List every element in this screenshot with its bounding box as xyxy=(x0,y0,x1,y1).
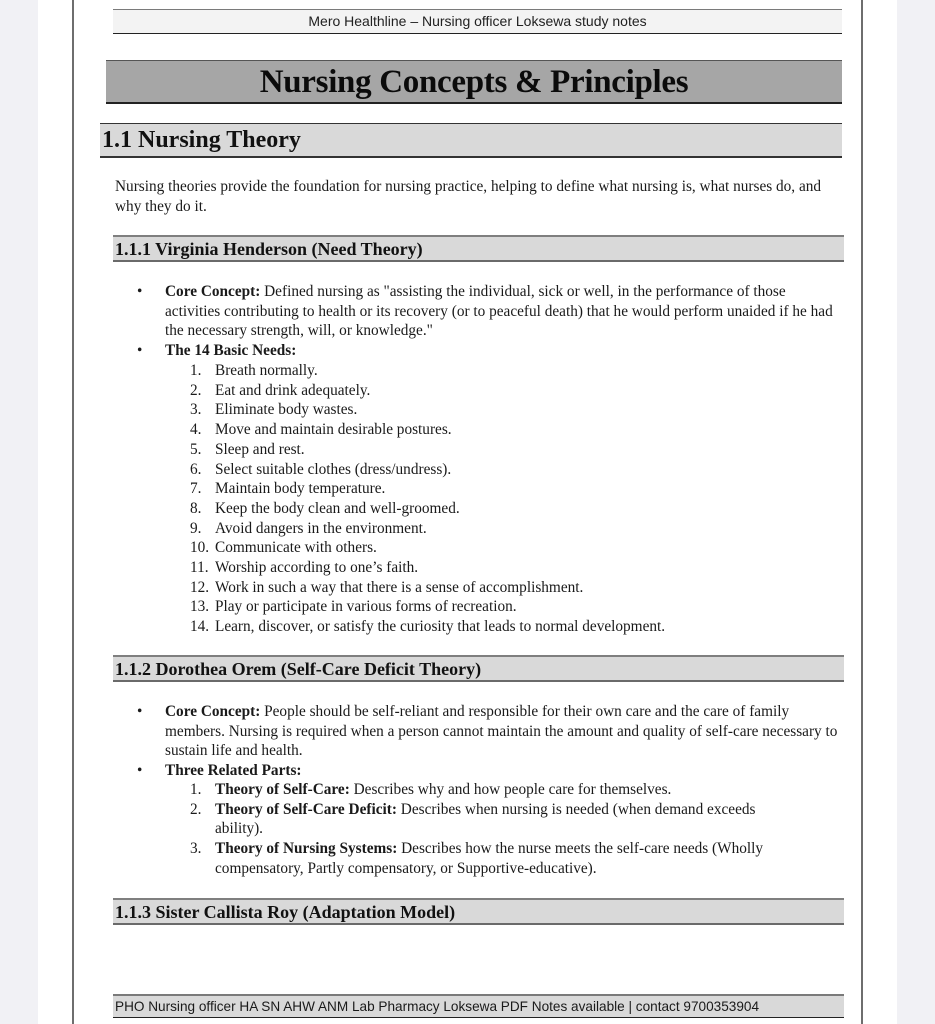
list-number: 14. xyxy=(190,618,210,636)
orem-parts-list xyxy=(190,780,790,879)
part-label: Theory of Nursing Systems: xyxy=(215,840,398,858)
running-header: Mero Healthline – Nursing officer Loksewa study notes xyxy=(113,9,842,34)
core-concept-label: Core Concept: xyxy=(165,283,261,300)
list-item xyxy=(190,381,840,401)
page-footer: PHO Nursing officer HA SN AHW ANM Lab Pharmacy Loksewa PDF Notes available | contact 9700353904 xyxy=(113,994,844,1018)
core-concept-text: Defined nursing as "assisting the individual, sick or well, in the performance of those activities contributing to health or its recovery (or to peaceful death) that he would perform unaided if he had the necessary strength, will, or knowledge." xyxy=(165,283,833,340)
part-text: Describes why and how people care for themselves. xyxy=(349,781,672,798)
section-heading-nursing-theory: 1.1 Nursing Theory xyxy=(100,123,842,158)
list-item xyxy=(190,440,840,460)
list-number: 9. xyxy=(190,519,202,537)
list-text: Keep the body clean and well-groomed. xyxy=(215,499,460,517)
list-text: Learn, discover, or satisfy the curiosity that leads to normal development. xyxy=(215,618,666,636)
list-number: 2. xyxy=(190,381,202,399)
bullet-icon: • xyxy=(137,703,143,720)
orem-parts-heading xyxy=(137,761,842,781)
list-number: 1. xyxy=(190,781,202,798)
subsection-heading-henderson: 1.1.1 Virginia Henderson (Need Theory) xyxy=(113,235,844,262)
page-right-edge xyxy=(861,0,863,1024)
list-number: 11. xyxy=(190,559,209,577)
list-item xyxy=(190,578,840,598)
orem-core-concept xyxy=(137,702,842,761)
list-number: 1. xyxy=(190,362,202,379)
parts-label: Three Related Parts: xyxy=(165,762,302,779)
part-label: Theory of Self-Care Deficit: xyxy=(215,800,397,818)
list-item xyxy=(190,617,840,637)
list-item xyxy=(190,420,840,440)
list-item xyxy=(190,361,840,381)
list-text: Move and maintain desirable postures. xyxy=(215,421,452,439)
list-text: Play or participate in various forms of recreation. xyxy=(215,598,517,616)
bullet-icon: • xyxy=(137,342,143,359)
list-number: 13. xyxy=(190,598,210,616)
list-text: Breath normally. xyxy=(215,362,318,379)
list-text: Communicate with others. xyxy=(215,539,377,557)
subsection-heading-roy: 1.1.3 Sister Callista Roy (Adaptation Model) xyxy=(113,898,844,925)
list-item xyxy=(190,597,840,617)
henderson-needs-heading xyxy=(137,341,842,361)
list-text: Work in such a way that there is a sense of accomplishment. xyxy=(215,578,584,596)
list-number: 5. xyxy=(190,440,202,458)
henderson-needs-list xyxy=(190,361,840,637)
list-item xyxy=(190,538,840,558)
part-text: Describes how the nurse meets the self-care needs (Wholly compensatory, Partly compensatory, or Supportive-educative). xyxy=(215,840,764,877)
list-number: 8. xyxy=(190,499,202,517)
list-item xyxy=(190,400,840,420)
core-concept-text: People should be self-reliant and responsible for their own care and the care of family members. Nursing is required when a person cannot maintain the amount and quality of self-care necessary to sustain life and health. xyxy=(165,703,838,760)
list-number: 10. xyxy=(190,539,210,557)
list-number: 7. xyxy=(190,480,202,498)
list-text: Eliminate body wastes. xyxy=(215,401,358,419)
list-text: Worship according to one’s faith. xyxy=(215,559,419,577)
list-number: 3. xyxy=(190,401,202,419)
bullet-icon: • xyxy=(137,283,143,300)
part-text: Describes when nursing is needed (when demand exceeds ability). xyxy=(215,800,756,838)
core-concept-label: Core Concept: xyxy=(165,703,261,720)
list-item xyxy=(190,460,840,480)
henderson-core-concept xyxy=(137,282,842,341)
section-intro: Nursing theories provide the foundation for nursing practice, helping to define what nursing is, what nurses do, and why they do it. xyxy=(115,178,822,215)
bullet-icon: • xyxy=(137,762,143,779)
list-number: 6. xyxy=(190,460,202,478)
list-item xyxy=(190,839,790,878)
list-text: Sleep and rest. xyxy=(215,440,305,458)
document-title: Nursing Concepts & Principles xyxy=(106,60,842,104)
needs-label: The 14 Basic Needs: xyxy=(165,342,297,359)
list-number: 3. xyxy=(190,840,202,858)
list-item xyxy=(190,499,840,519)
list-item xyxy=(190,479,840,499)
subsection-heading-orem: 1.1.2 Dorothea Orem (Self-Care Deficit Theory) xyxy=(113,655,844,682)
list-item xyxy=(190,800,790,839)
list-text: Eat and drink adequately. xyxy=(215,381,371,399)
list-item xyxy=(190,780,790,800)
list-text: Select suitable clothes (dress/undress). xyxy=(215,460,452,478)
list-number: 12. xyxy=(190,578,210,596)
part-label: Theory of Self-Care: xyxy=(215,781,350,798)
list-item xyxy=(190,558,840,578)
page-left-edge xyxy=(72,0,74,1024)
list-text: Maintain body temperature. xyxy=(215,480,386,498)
list-number: 2. xyxy=(190,800,202,818)
list-number: 4. xyxy=(190,421,202,439)
list-text: Avoid dangers in the environment. xyxy=(215,519,427,537)
list-item xyxy=(190,519,840,539)
